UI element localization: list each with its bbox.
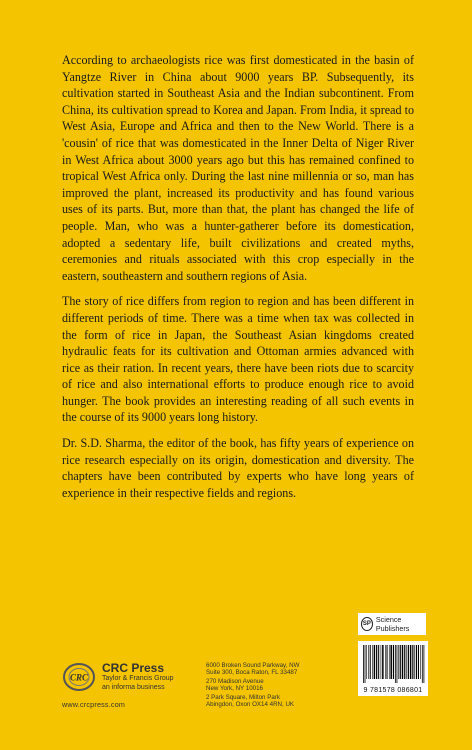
crc-website: www.crcpress.com	[62, 700, 126, 709]
crc-press-name: CRC Press	[102, 661, 165, 675]
crc-press-brand	[62, 662, 174, 692]
address-block	[206, 662, 299, 677]
address-line: Suite 300, Boca Raton, FL 33487	[206, 669, 298, 677]
crc-informa-line: an informa business	[102, 683, 165, 691]
crc-logo-text: CRC	[69, 672, 89, 683]
address-line: 6000 Broken Sound Parkway, NW	[206, 662, 300, 669]
address-line: 2 Park Square, Milton Park	[206, 693, 280, 701]
blurb-paragraph-1: According to archaeologists rice was first domesticated in the basin of Yangtze River in China about 9000 years BP. Subsequently, its cultivation started in Southeast Asia and the Indian subcontinent. From China, its cultivation spread to Korea and Japan. From India, it spread to West Asia, Europe and Africa and then to the New World. There is a 'cousin' of rice that was domesticated in the Inner Delta of Niger River in West Africa about 3000 years ago but this has remained confined to tropical West Africa only. During the last nine millennia or so, man has improved the plant, increased its productivity and has found various uses of its parts. But, more than that, the plant has changed the life of people. Man, who was a hunter-gatherer before its domestication, adopted a sedentary life, built civilizations and created myths, ceremonies and rituals associated with this crop especially in the eastern, southeastern and southern regions of Asia.	[62, 53, 414, 283]
publisher-name: Science Publishers	[375, 615, 410, 633]
address-line: Abingdon, Oxon OX14 4RN, UK	[206, 701, 295, 709]
crc-group-line: Taylor & Francis Group	[102, 675, 174, 682]
address-line: New York, NY 10016	[206, 685, 263, 693]
crc-logo-icon	[62, 662, 96, 692]
back-cover-blurb	[62, 52, 414, 510]
address-block	[206, 694, 299, 709]
address-block	[206, 678, 299, 693]
isbn-barcode	[358, 641, 428, 696]
address-line: 270 Madison Avenue	[206, 677, 264, 685]
sp-logo-icon: SP	[361, 617, 373, 631]
barcode-icon	[358, 641, 428, 685]
science-publishers-logo	[358, 613, 426, 635]
publisher-addresses	[206, 662, 299, 709]
blurb-paragraph-3: Dr. S.D. Sharma, the editor of the book, has fifty years of experience on rice research especially on its origin, domestication and diversity. The chapters have been contributed by experts who have long years of experience in their respective fields and regions.	[62, 436, 414, 500]
blurb-paragraph-2: The story of rice differs from region to region and has been different in different periods of time. There was a time when tax was collected in the form of rice in Japan, the Southeast Asian kingdoms created hydraulic feats for its cultivation and Ottoman armies advanced with rice as their ration. In recent years, there have been riots due to scarcity of rice and also international efforts to produce enough rice to avoid hunger. The book provides an interesting reading of all such events in the course of its 9000 years long history.	[62, 294, 414, 425]
isbn-number: 9 781578 086801	[363, 687, 423, 694]
